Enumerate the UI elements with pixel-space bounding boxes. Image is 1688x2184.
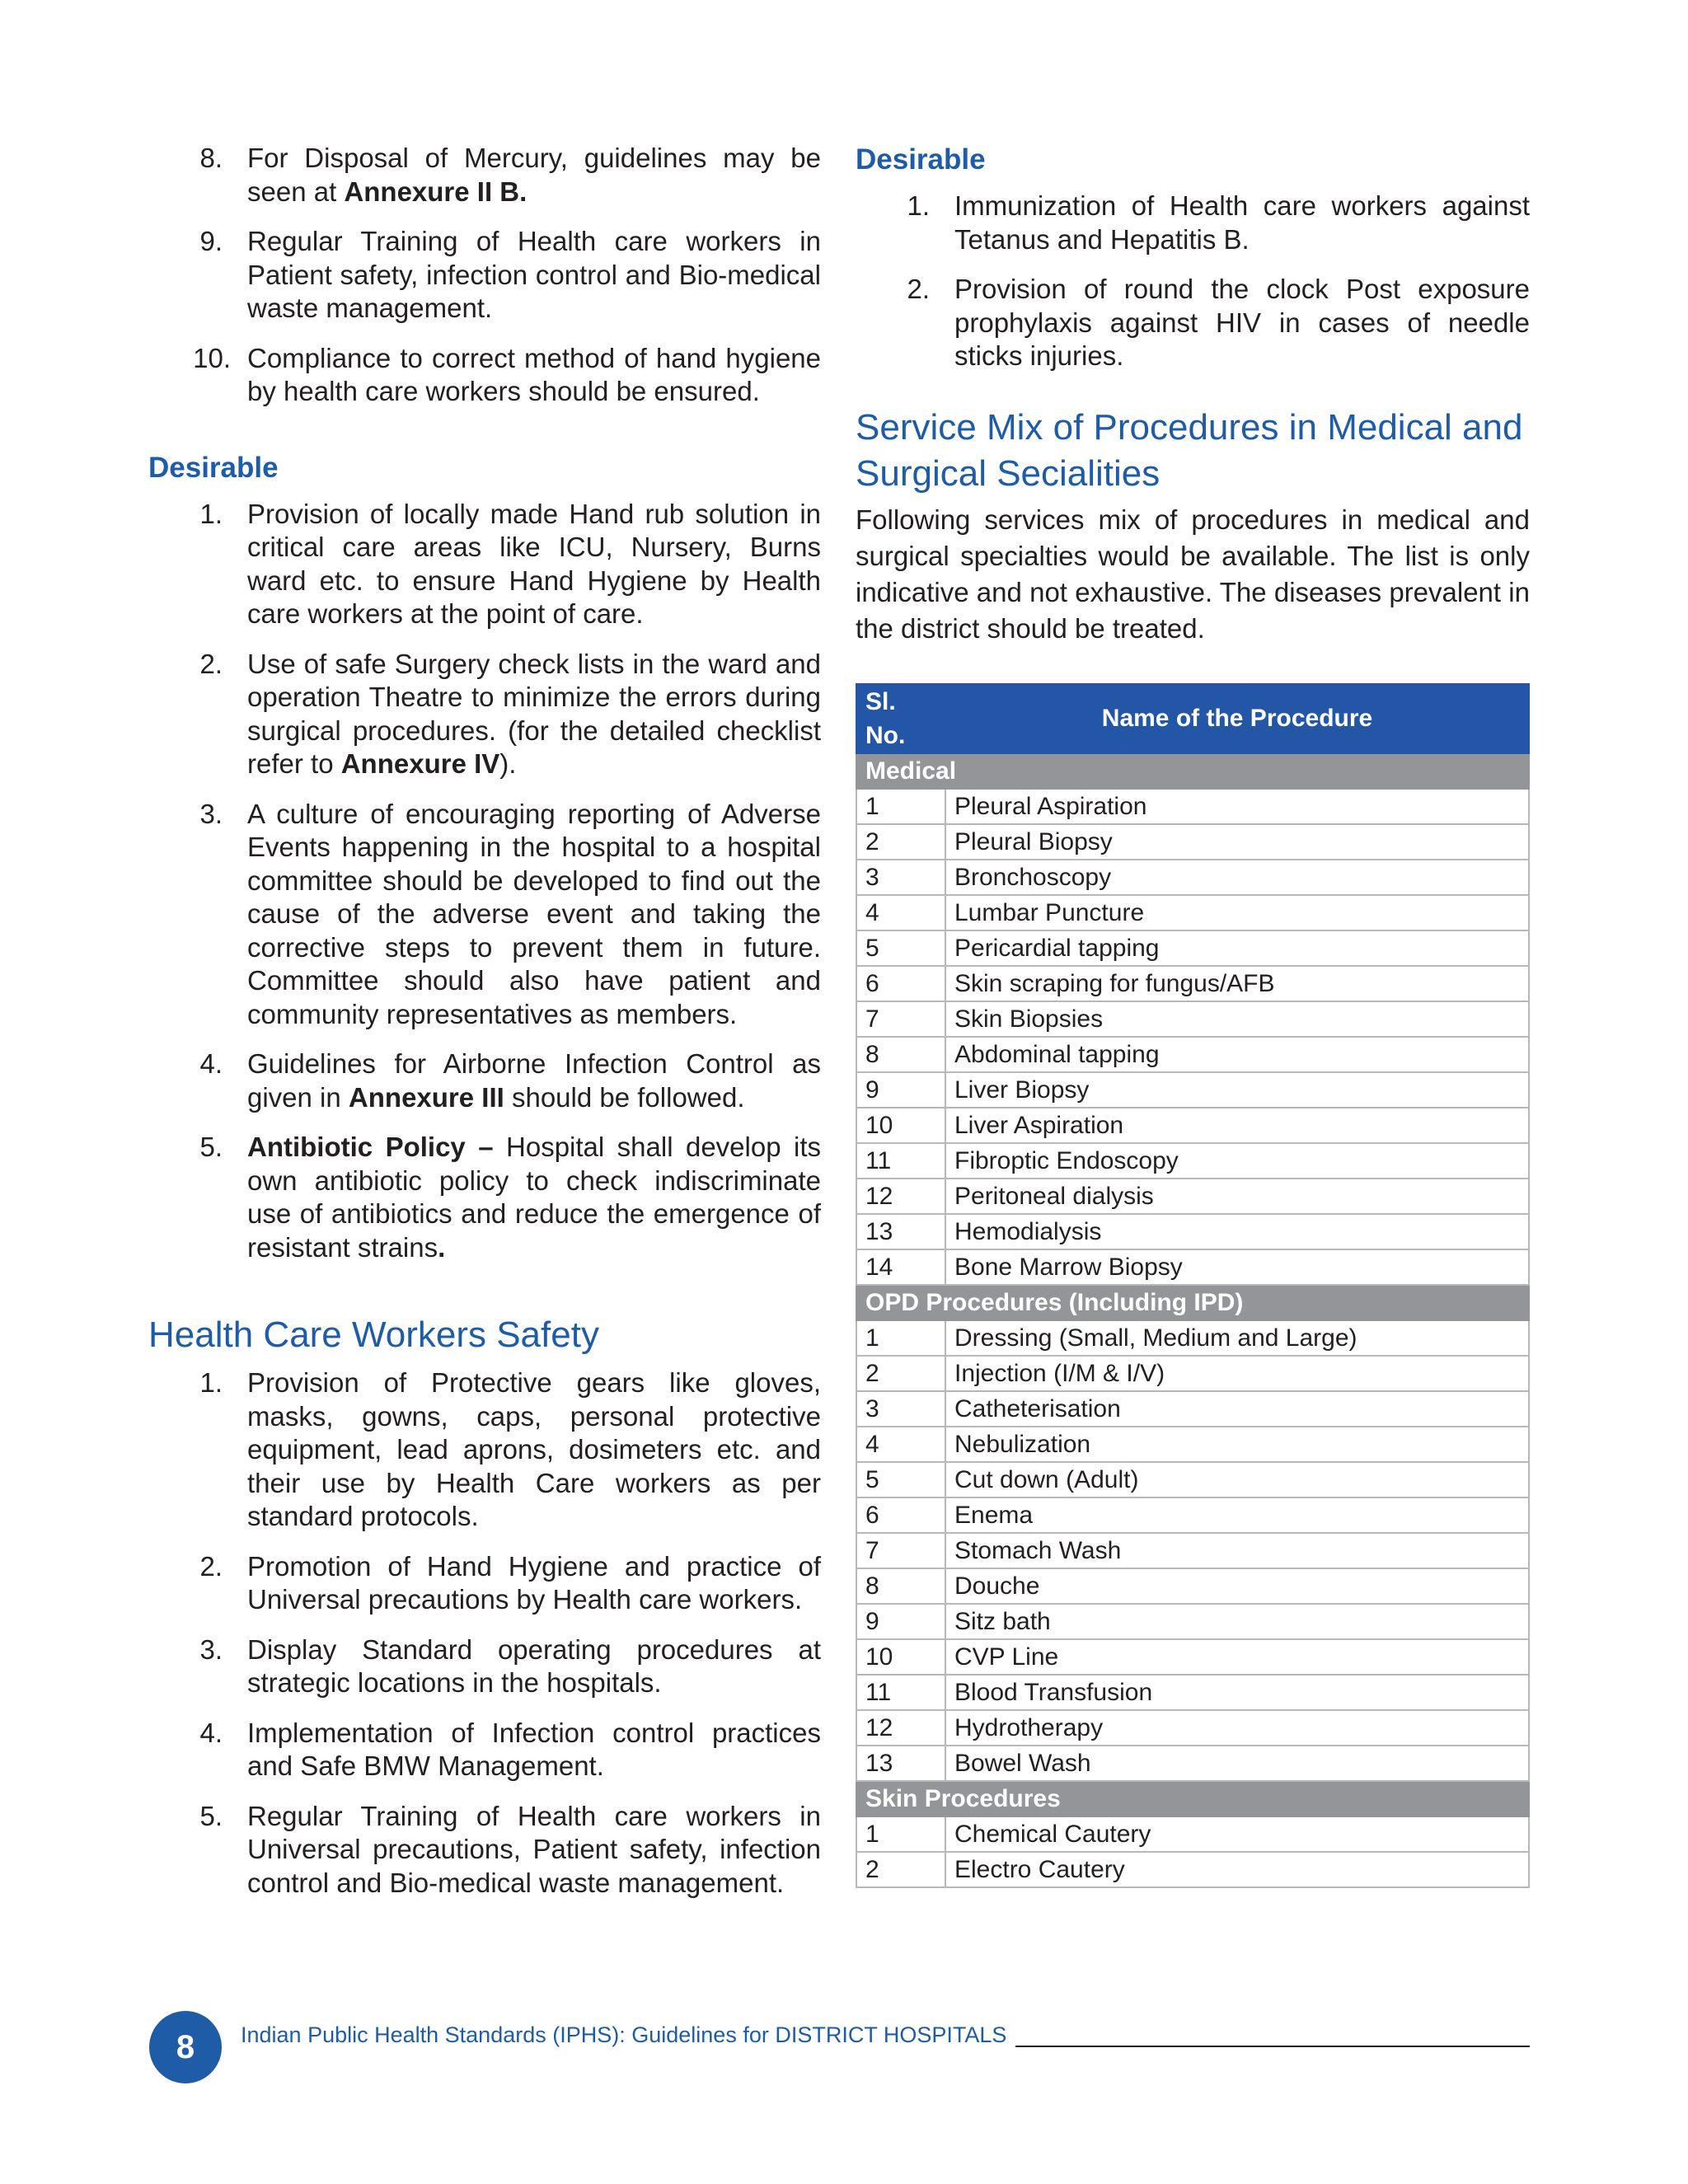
table-group-row: [856, 1781, 1529, 1816]
table-row: [856, 1427, 1529, 1462]
cell-sl-no: 12: [856, 1179, 945, 1214]
cell-sl-no: 13: [856, 1214, 945, 1249]
desirable-list-left: [148, 498, 821, 1265]
cell-sl-no: 8: [856, 1568, 945, 1604]
cell-sl-no: 3: [856, 1391, 945, 1427]
list-text-bold: Annexure IV: [340, 748, 500, 779]
list-item: [148, 142, 821, 209]
list-text-bold: Annexure II B.: [344, 176, 528, 207]
list-text: A culture of encouraging reporting of Adverse Events happening in the hospital to a hospital committee should be developed to find out the cause of the adverse event and taking the corrective steps to prevent them in future. Committee should also have patient and community representatives as members.: [247, 798, 821, 1029]
cell-sl-no: 11: [856, 1675, 945, 1710]
list-text: Hospital shall develop its own antibiotic policy to check indiscriminate use of antibiotics and reduce the emergence of resistant strains: [247, 1132, 821, 1263]
table-row: [856, 1816, 1529, 1852]
list-number: 3.: [199, 798, 223, 829]
cell-sl-no: 1: [856, 1320, 945, 1356]
list-number: 2.: [199, 648, 223, 679]
cell-procedure: Chemical Cautery: [945, 1816, 1529, 1852]
footer-title: Indian Public Health Standards (IPHS): Guidelines for DISTRICT HOSPITALS: [241, 2022, 1007, 2047]
desirable-list-right: [856, 190, 1530, 373]
cell-sl-no: 2: [856, 1356, 945, 1391]
table-row: [856, 1852, 1529, 1887]
list-text-bold: Antibiotic Policy –: [247, 1132, 494, 1162]
list-text: For Disposal of Mercury, guidelines may be seen at: [247, 143, 821, 207]
list-number: 5.: [199, 1800, 223, 1831]
right-column: [856, 142, 1530, 1888]
list-text: Provision of Protective gears like gloves, masks, gowns, caps, personal protective equipment, lead aprons, dosimeters etc. and their use by Health Care workers as per standard protocols.: [247, 1367, 821, 1531]
table-row: [856, 1072, 1529, 1108]
table-body: [856, 753, 1529, 1887]
cell-procedure: Dressing (Small, Medium and Large): [945, 1320, 1529, 1356]
list-number: 4.: [199, 1717, 223, 1748]
procedures-table: [856, 683, 1530, 1888]
cell-sl-no: 7: [856, 1533, 945, 1568]
cell-sl-no: 4: [856, 1427, 945, 1462]
cell-sl-no: 6: [856, 1497, 945, 1533]
cell-procedure: Sitz bath: [945, 1604, 1529, 1639]
list-number: 2.: [907, 274, 930, 304]
table-row: [856, 1356, 1529, 1391]
cell-procedure: Blood Transfusion: [945, 1675, 1529, 1710]
group-title: Skin Procedures: [856, 1781, 1529, 1816]
list-text: Implementation of Infection control practices and Safe BMW Management.: [247, 1717, 821, 1781]
cell-procedure: Bronchoscopy: [945, 860, 1529, 895]
service-mix-heading: Service Mix of Procedures in Medical and Surgical Secialities: [856, 406, 1523, 494]
list-text-bold: Annexure III: [348, 1081, 504, 1113]
table-row: [856, 1001, 1529, 1037]
table-row: [856, 1746, 1529, 1781]
list-number: 9.: [199, 226, 223, 256]
cell-procedure: Lumbar Puncture: [945, 895, 1529, 930]
list-text: Display Standard operating procedures at strategic locations in the hospitals.: [247, 1633, 821, 1698]
cell-sl-no: 11: [856, 1143, 945, 1179]
list-text: Immunization of Health care workers against Tetanus and Hepatitis B.: [954, 190, 1530, 255]
table-row: [856, 1179, 1529, 1214]
cell-sl-no: 2: [856, 1852, 945, 1887]
cell-sl-no: 10: [856, 1639, 945, 1675]
hcw-safety-list: [148, 1366, 821, 1900]
cell-sl-no: 12: [856, 1710, 945, 1746]
cell-procedure: Catheterisation: [945, 1391, 1529, 1427]
cell-procedure: Cut down (Adult): [945, 1462, 1529, 1497]
table-row: [856, 1497, 1529, 1533]
cell-procedure: Fibroptic Endoscopy: [945, 1143, 1529, 1179]
group-title: Medical: [856, 753, 1529, 789]
cell-procedure: Pleural Biopsy: [945, 824, 1529, 860]
service-mix-paragraph: Following services mix of procedures in medical and surgical specialties would be available. The list is only indicative and not exhaustive. The diseases prevalent in the district should be treated.: [856, 504, 1530, 644]
table-group-row: [856, 1285, 1529, 1320]
list-number: 1.: [907, 190, 930, 221]
list-number: 1.: [199, 498, 223, 529]
list-item: [856, 190, 1530, 256]
cell-procedure: Bowel Wash: [945, 1746, 1529, 1781]
list-item: [148, 1717, 821, 1783]
list-number: 2.: [199, 1550, 223, 1582]
cell-procedure: CVP Line: [945, 1639, 1529, 1675]
table-row: [856, 1214, 1529, 1249]
list-text: Guidelines for Airborne Infection Control as given in: [247, 1048, 821, 1113]
cell-procedure: Peritoneal dialysis: [945, 1179, 1529, 1214]
cell-procedure: Enema: [945, 1497, 1529, 1533]
cell-sl-no: 4: [856, 895, 945, 930]
table-row: [856, 966, 1529, 1001]
cell-procedure: Skin scraping for fungus/AFB: [945, 966, 1529, 1001]
cell-procedure: Nebulization: [945, 1427, 1529, 1462]
list-number: 5.: [199, 1132, 223, 1162]
list-number: 3.: [199, 1633, 223, 1665]
desirable-heading-right: Desirable: [856, 143, 986, 176]
table-row: [856, 1710, 1529, 1746]
table-row: [856, 789, 1529, 824]
cell-procedure: Abdominal tapping: [945, 1037, 1529, 1072]
header-sl-no: Sl. No.: [856, 684, 945, 753]
table-row: [856, 930, 1529, 966]
list-text: Regular Training of Health care workers in Universal precautions, Patient safety, infection control and Bio-medical waste management.: [247, 1800, 821, 1898]
list-item: [148, 798, 821, 1032]
table-row: [856, 1604, 1529, 1639]
list-text: ).: [499, 748, 517, 779]
cell-sl-no: 9: [856, 1604, 945, 1639]
cell-procedure: Pericardial tapping: [945, 930, 1529, 966]
cell-sl-no: 5: [856, 930, 945, 966]
cell-procedure: Stomach Wash: [945, 1533, 1529, 1568]
list-item: [148, 1800, 821, 1900]
table-row: [856, 860, 1529, 895]
list-text: Regular Training of Health care workers in Patient safety, infection control and Bio-medical waste management.: [247, 226, 821, 323]
list-text-bold: .: [438, 1231, 446, 1263]
cell-procedure: Douche: [945, 1568, 1529, 1604]
list-text: Compliance to correct method of hand hygiene by health care workers should be ensured.: [247, 342, 821, 406]
list-item: [148, 1131, 821, 1264]
table-row: [856, 1462, 1529, 1497]
cell-sl-no: 14: [856, 1249, 945, 1285]
list-item: [148, 1550, 821, 1617]
cell-procedure: Skin Biopsies: [945, 1001, 1529, 1037]
table-row: [856, 1320, 1529, 1356]
list-item: [148, 1366, 821, 1534]
cell-sl-no: 7: [856, 1001, 945, 1037]
list-item: [148, 498, 821, 631]
cell-sl-no: 5: [856, 1462, 945, 1497]
left-column: [148, 142, 821, 1916]
table-row: [856, 1568, 1529, 1604]
cell-sl-no: 3: [856, 860, 945, 895]
cell-sl-no: 13: [856, 1746, 945, 1781]
list-item: [148, 1047, 821, 1114]
list-item: [148, 342, 821, 409]
group-title: OPD Procedures (Including IPD): [856, 1285, 1529, 1320]
cell-sl-no: 1: [856, 789, 945, 824]
list-item: [148, 1633, 821, 1700]
table-row: [856, 1533, 1529, 1568]
list-text: Provision of locally made Hand rub solution in critical care areas like ICU, Nursery, Burns ward etc. to ensure Hand Hygiene by Health care workers at the point of care.: [247, 498, 821, 629]
table-row: [856, 1143, 1529, 1179]
list-text: Promotion of Hand Hygiene and practice of Universal precautions by Health care workers.: [247, 1550, 821, 1615]
cell-procedure: Hydrotherapy: [945, 1710, 1529, 1746]
cell-procedure: Liver Aspiration: [945, 1108, 1529, 1143]
list-item: [856, 273, 1530, 373]
cell-procedure: Electro Cautery: [945, 1852, 1529, 1887]
cell-sl-no: 9: [856, 1072, 945, 1108]
table-row: [856, 824, 1529, 860]
list-text: should be followed.: [504, 1081, 745, 1113]
cell-sl-no: 6: [856, 966, 945, 1001]
list-number: 1.: [199, 1367, 223, 1398]
list-number: 4.: [199, 1048, 223, 1079]
list-text: Provision of round the clock Post exposure prophylaxis against HIV in cases of needle sticks injuries.: [954, 274, 1530, 371]
table-row: [856, 1391, 1529, 1427]
table-row: [856, 1675, 1529, 1710]
page-number-badge: 8: [149, 2011, 222, 2083]
cell-sl-no: 10: [856, 1108, 945, 1143]
health-care-workers-safety-heading: Health Care Workers Safety: [148, 1315, 599, 1355]
table-row: [856, 1249, 1529, 1285]
header-procedure-name: Name of the Procedure: [945, 684, 1529, 753]
cell-procedure: Pleural Aspiration: [945, 789, 1529, 824]
cell-procedure: Bone Marrow Biopsy: [945, 1249, 1529, 1285]
table-row: [856, 895, 1529, 930]
footer-rule: [1015, 2046, 1530, 2047]
list-item: [148, 648, 821, 781]
cell-procedure: Hemodialysis: [945, 1214, 1529, 1249]
desirable-heading-left: Desirable: [148, 451, 279, 484]
table-row: [856, 1037, 1529, 1072]
list-text: Use of safe Surgery check lists in the ward and operation Theatre to minimize the errors during surgical procedures. (for the detailed checklist refer to: [247, 648, 821, 779]
table-group-row: [856, 753, 1529, 789]
list-number: 10.: [193, 342, 231, 373]
list-continuation: [148, 142, 821, 409]
cell-sl-no: 2: [856, 824, 945, 860]
list-item: [148, 225, 821, 326]
list-number: 8.: [199, 143, 223, 173]
table-row: [856, 1108, 1529, 1143]
cell-sl-no: 1: [856, 1816, 945, 1852]
cell-procedure: Liver Biopsy: [945, 1072, 1529, 1108]
table-header-row: [856, 684, 1529, 753]
cell-sl-no: 8: [856, 1037, 945, 1072]
cell-procedure: Injection (I/M & I/V): [945, 1356, 1529, 1391]
table-row: [856, 1639, 1529, 1675]
